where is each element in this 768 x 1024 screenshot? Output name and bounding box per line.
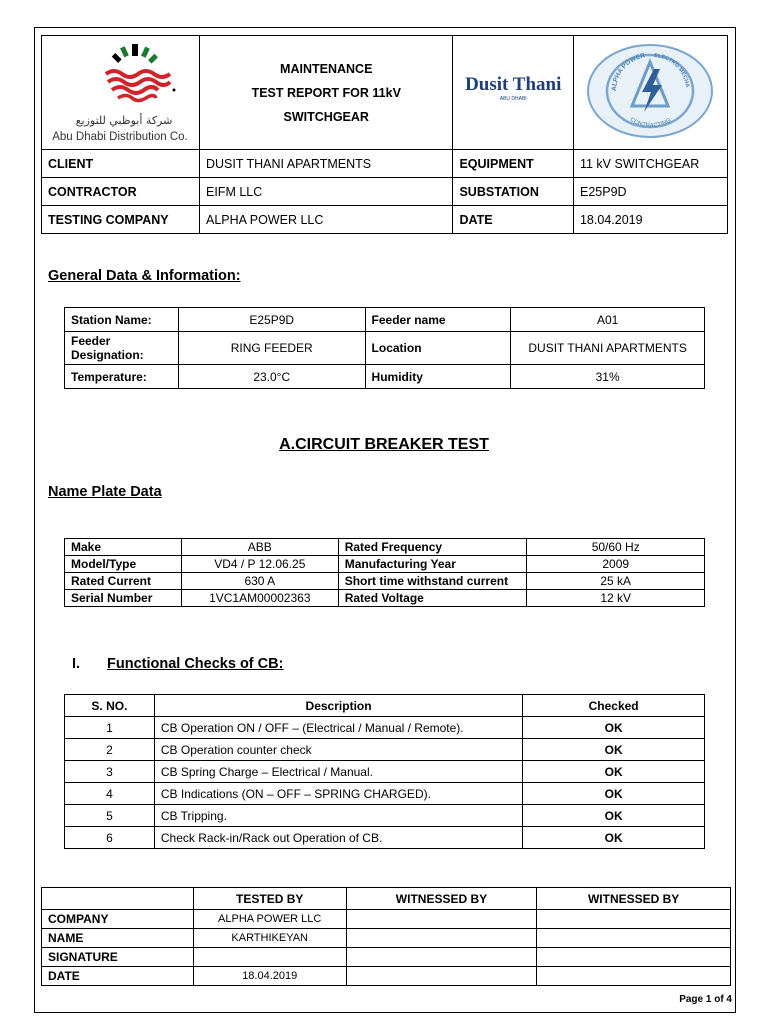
addc-logo xyxy=(42,36,199,146)
table-row: DATE 18.04.2019 xyxy=(42,967,731,986)
report-title: MAINTENANCE TEST REPORT FOR 11kV SWITCHGEAR xyxy=(200,36,453,150)
functional-checks-number: I. xyxy=(72,656,81,672)
table-row: 4 CB Indications (ON – OFF – SPRING CHARGED). OK xyxy=(65,783,705,805)
svg-text:ALPHA POWER: ALPHA POWER xyxy=(610,52,646,92)
table-row: Feeder Designation: RING FEEDER Location DUSIT THANI APARTMENTS xyxy=(65,332,705,365)
dusit-thani-logo-cell: Dusit Thani ABU DHABI xyxy=(453,36,574,150)
table-row: 2 CB Operation counter check OK xyxy=(65,739,705,761)
table-row: 6 Check Rack-in/Rack out Operation of CB. OK xyxy=(65,827,705,849)
table-row: NAME KARTHIKEYAN xyxy=(42,929,731,948)
header-row: TESTING COMPANY ALPHA POWER LLC DATE 18.04.2019 xyxy=(42,206,728,234)
addc-logo-cell xyxy=(42,36,200,150)
section-a-title: A.CIRCUIT BREAKER TEST xyxy=(279,436,489,453)
name-plate-table xyxy=(64,538,705,607)
table-row: Model/Type VD4 / P 12.06.25 Manufacturing Year 2009 xyxy=(65,556,705,573)
svg-text:ELECTRO MECHANICAL: ELECTRO MECHA xyxy=(653,52,691,88)
general-data-heading: General Data & Information: xyxy=(48,268,241,284)
svg-text:CONTRACTING: CONTRACTING xyxy=(628,116,673,130)
functional-checks-table xyxy=(64,694,705,849)
dusit-thani-logo: Dusit Thani xyxy=(465,73,562,95)
table-row: Station Name: E25P9D Feeder name A01 xyxy=(65,308,705,332)
table-header-row: S. NO. Description Checked xyxy=(65,695,705,717)
table-row: COMPANY ALPHA POWER LLC xyxy=(42,910,731,929)
name-plate-heading: Name Plate Data xyxy=(48,484,162,500)
table-row: Rated Current 630 A Short time withstand current 25 kA xyxy=(65,573,705,590)
header-row: CLIENT DUSIT THANI APARTMENTS EQUIPMENT 11 kV SWITCHGEAR xyxy=(42,150,728,178)
table-row: 5 CB Tripping. OK xyxy=(65,805,705,827)
table-header-row: TESTED BY WITNESSED BY WITNESSED BY xyxy=(42,888,731,910)
functional-checks-heading: Functional Checks of CB: xyxy=(107,656,284,672)
report-header-table xyxy=(41,35,728,234)
general-data-table xyxy=(64,307,705,389)
table-row: Temperature: 23.0°C Humidity 31% xyxy=(65,365,705,389)
header-row: CONTRACTOR EIFM LLC SUBSTATION E25P9D xyxy=(42,178,728,206)
alpha-power-logo-cell xyxy=(573,36,727,150)
logo-arabic-text: شركة أبوظبي للتوزيع xyxy=(75,114,173,127)
table-row: 1 CB Operation ON / OFF – (Electrical / Manual / Remote). OK xyxy=(65,717,705,739)
logo-company-text: Abu Dhabi Distribution Co. xyxy=(52,131,188,143)
signoff-table xyxy=(41,887,731,986)
table-row: 3 CB Spring Charge – Electrical / Manual. OK xyxy=(65,761,705,783)
table-row: SIGNATURE xyxy=(42,948,731,967)
table-row: Make ABB Rated Frequency 50/60 Hz xyxy=(65,539,705,556)
page-number: Page 1 of 4 xyxy=(679,994,732,1005)
table-row: Serial Number 1VC1AM00002363 Rated Voltage 12 kV xyxy=(65,590,705,607)
alpha-power-logo xyxy=(574,36,727,146)
